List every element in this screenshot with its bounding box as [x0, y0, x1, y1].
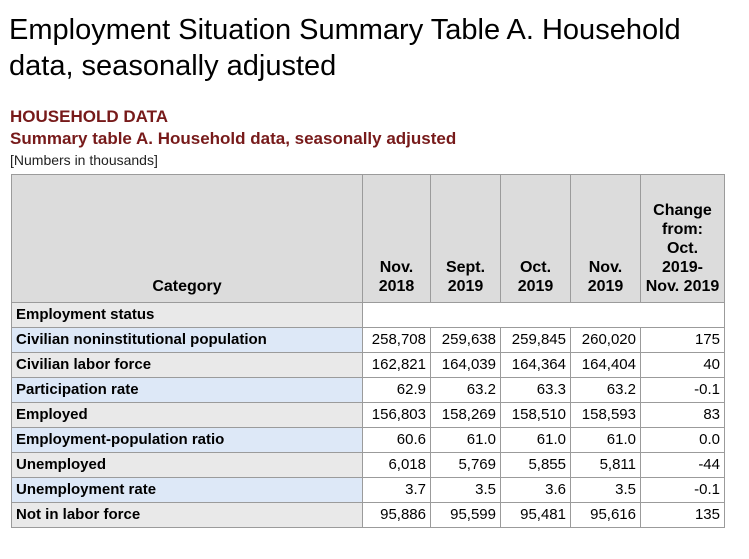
cell-nov-2018: 258,708	[363, 328, 431, 353]
cell-change: 83	[641, 403, 725, 428]
cell-oct-2019: 164,364	[501, 353, 571, 378]
cell-nov-2018: 3.7	[363, 478, 431, 503]
cell-oct-2019: 3.6	[501, 478, 571, 503]
cell-change: 175	[641, 328, 725, 353]
cell-sept-2019: 61.0	[431, 428, 501, 453]
cell-oct-2019: 61.0	[501, 428, 571, 453]
cell-sept-2019: 63.2	[431, 378, 501, 403]
cell-change: -0.1	[641, 478, 725, 503]
cell-nov-2019: 63.2	[571, 378, 641, 403]
page-title: Employment Situation Summary Table A. Household data, seasonally adjusted	[9, 14, 681, 82]
cell-nov-2018: 60.6	[363, 428, 431, 453]
units-note: [Numbers in thousands]	[10, 152, 158, 168]
row-label: Civilian noninstitutional population	[12, 328, 363, 353]
table-row	[12, 353, 725, 378]
cell-sept-2019: 259,638	[431, 328, 501, 353]
cell-nov-2019: 3.5	[571, 478, 641, 503]
cell-change: 135	[641, 503, 725, 528]
row-label: Civilian labor force	[12, 353, 363, 378]
header-row	[12, 175, 725, 303]
table-row	[12, 453, 725, 478]
cell-nov-2019: 95,616	[571, 503, 641, 528]
cell-nov-2019: 260,020	[571, 328, 641, 353]
table-row	[12, 378, 725, 403]
row-label: Unemployment rate	[12, 478, 363, 503]
household-data-table	[11, 174, 725, 528]
header-nov-2018: Nov. 2018	[363, 175, 431, 303]
row-label: Employment-population ratio	[12, 428, 363, 453]
cell-sept-2019: 164,039	[431, 353, 501, 378]
section-row-empty	[363, 303, 725, 328]
cell-nov-2019: 158,593	[571, 403, 641, 428]
header-change: Change from: Oct. 2019- Nov. 2019	[641, 175, 725, 303]
cell-change: 0.0	[641, 428, 725, 453]
cell-nov-2018: 62.9	[363, 378, 431, 403]
cell-nov-2018: 95,886	[363, 503, 431, 528]
header-category: Category	[12, 175, 363, 303]
header-oct-2019: Oct. 2019	[501, 175, 571, 303]
cell-oct-2019: 158,510	[501, 403, 571, 428]
cell-change: -0.1	[641, 378, 725, 403]
cell-change: 40	[641, 353, 725, 378]
cell-oct-2019: 63.3	[501, 378, 571, 403]
cell-sept-2019: 95,599	[431, 503, 501, 528]
header-sept-2019: Sept. 2019	[431, 175, 501, 303]
row-label: Not in labor force	[12, 503, 363, 528]
table-row	[12, 478, 725, 503]
cell-oct-2019: 259,845	[501, 328, 571, 353]
section-heading: HOUSEHOLD DATA	[10, 107, 169, 126]
table-caption: Summary table A. Household data, seasonally adjusted	[10, 129, 457, 148]
cell-oct-2019: 5,855	[501, 453, 571, 478]
row-label: Unemployed	[12, 453, 363, 478]
cell-nov-2018: 6,018	[363, 453, 431, 478]
section-row-label: Employment status	[12, 303, 363, 328]
cell-sept-2019: 5,769	[431, 453, 501, 478]
cell-sept-2019: 158,269	[431, 403, 501, 428]
cell-nov-2019: 61.0	[571, 428, 641, 453]
cell-oct-2019: 95,481	[501, 503, 571, 528]
table-row	[12, 403, 725, 428]
header-nov-2019: Nov. 2019	[571, 175, 641, 303]
row-label: Participation rate	[12, 378, 363, 403]
cell-nov-2019: 164,404	[571, 353, 641, 378]
cell-nov-2018: 162,821	[363, 353, 431, 378]
cell-nov-2018: 156,803	[363, 403, 431, 428]
section-row-employment-status	[12, 303, 725, 328]
table-row	[12, 328, 725, 353]
cell-nov-2019: 5,811	[571, 453, 641, 478]
cell-change: -44	[641, 453, 725, 478]
table-row	[12, 428, 725, 453]
cell-sept-2019: 3.5	[431, 478, 501, 503]
row-label: Employed	[12, 403, 363, 428]
table-row	[12, 503, 725, 528]
